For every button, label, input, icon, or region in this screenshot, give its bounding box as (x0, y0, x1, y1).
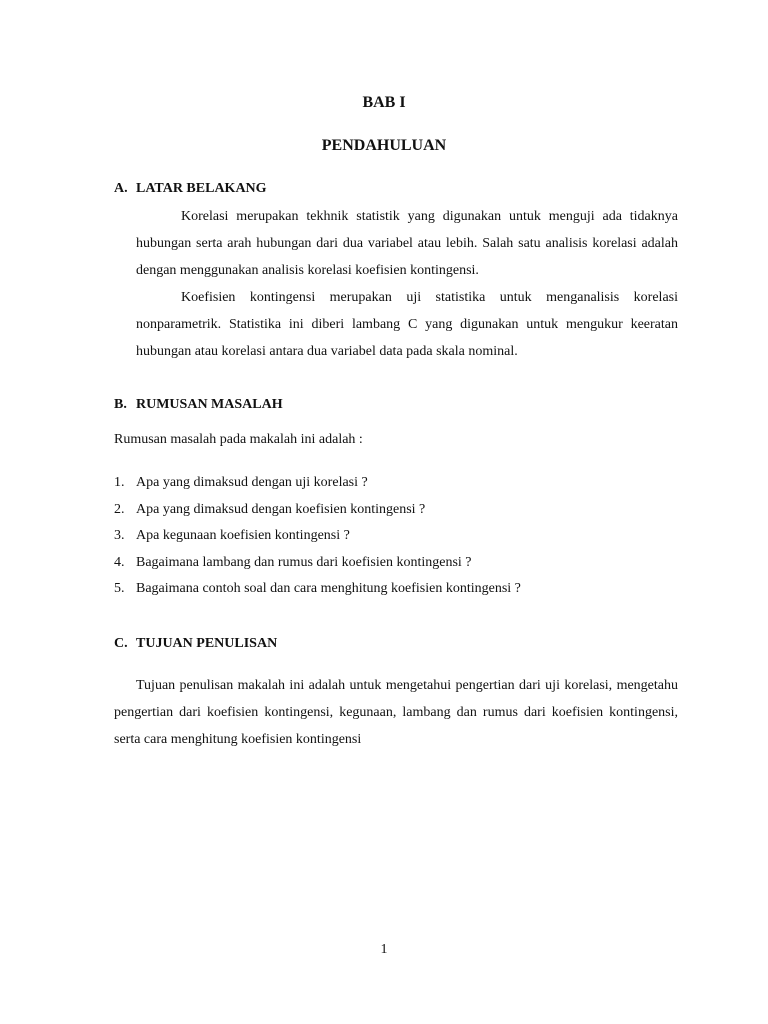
section-c-title: TUJUAN PENULISAN (136, 636, 278, 651)
chapter-number: BAB I (362, 94, 406, 111)
section-b-letter: B. (114, 397, 127, 412)
list-item-number: 2. (114, 501, 125, 517)
list-item-number: 1. (114, 475, 125, 490)
section-c-body (114, 672, 678, 753)
list-item (114, 473, 521, 500)
list-item-text: Apa yang dimaksud dengan uji korelasi ? (136, 475, 368, 490)
list-item (114, 500, 521, 527)
list-item-text: Bagaimana contoh soal dan cara menghitung koefisien kontingensi ? (136, 581, 521, 596)
section-c-paragraph: Tujuan penulisan makalah ini adalah untuk mengetahui pengertian dari uji korelasi, mengetahu pengertian dari koefisien kontingensi, kegunaan, lambang dan rumus dari koefisien kontingensi, serta cara menghitung koefisien kontingensi (114, 678, 678, 747)
section-c-letter: C. (114, 636, 128, 651)
section-a-letter: A. (114, 181, 128, 196)
list-item-number: 5. (114, 581, 125, 596)
section-b-heading (114, 397, 283, 413)
list-item (114, 526, 521, 553)
section-a-title: LATAR BELAKANG (136, 181, 267, 196)
section-a-paragraph-1: Korelasi merupakan tekhnik statistik yang digunakan untuk menguji ada tidaknya hubungan serta arah hubungan dari dua variabel atau lebih. Salah satu analisis korelasi adalah dengan menggunakan analisis korelasi koefisien kontingensi. (136, 209, 678, 278)
section-a-heading (114, 181, 267, 197)
list-item-number: 3. (114, 528, 125, 543)
section-c-heading (114, 636, 277, 652)
section-b-title: RUMUSAN MASALAH (136, 397, 283, 412)
section-a-paragraph-2: Koefisien kontingensi merupakan uji statistika untuk menganalisis korelasi nonparametrik. Statistika ini diberi lambang C yang digunakan untuk mengukur keeratan hubungan atau korelasi antara dua variabel data pada skala nominal. (136, 290, 678, 359)
list-item-text: Apa yang dimaksud dengan koefisien kontingensi ? (136, 501, 426, 517)
chapter-title: PENDAHULUAN (321, 137, 447, 154)
problem-list (114, 473, 521, 606)
section-b-intro: Rumusan masalah pada makalah ini adalah : (114, 432, 363, 447)
section-a-body (136, 203, 678, 365)
list-item (114, 579, 521, 606)
list-item-text: Bagaimana lambang dan rumus dari koefisien kontingensi ? (136, 554, 472, 570)
list-item-text: Apa kegunaan koefisien kontingensi ? (136, 528, 350, 543)
page-number: 1 (380, 942, 388, 957)
list-item (114, 553, 521, 580)
list-item-number: 4. (114, 554, 125, 570)
